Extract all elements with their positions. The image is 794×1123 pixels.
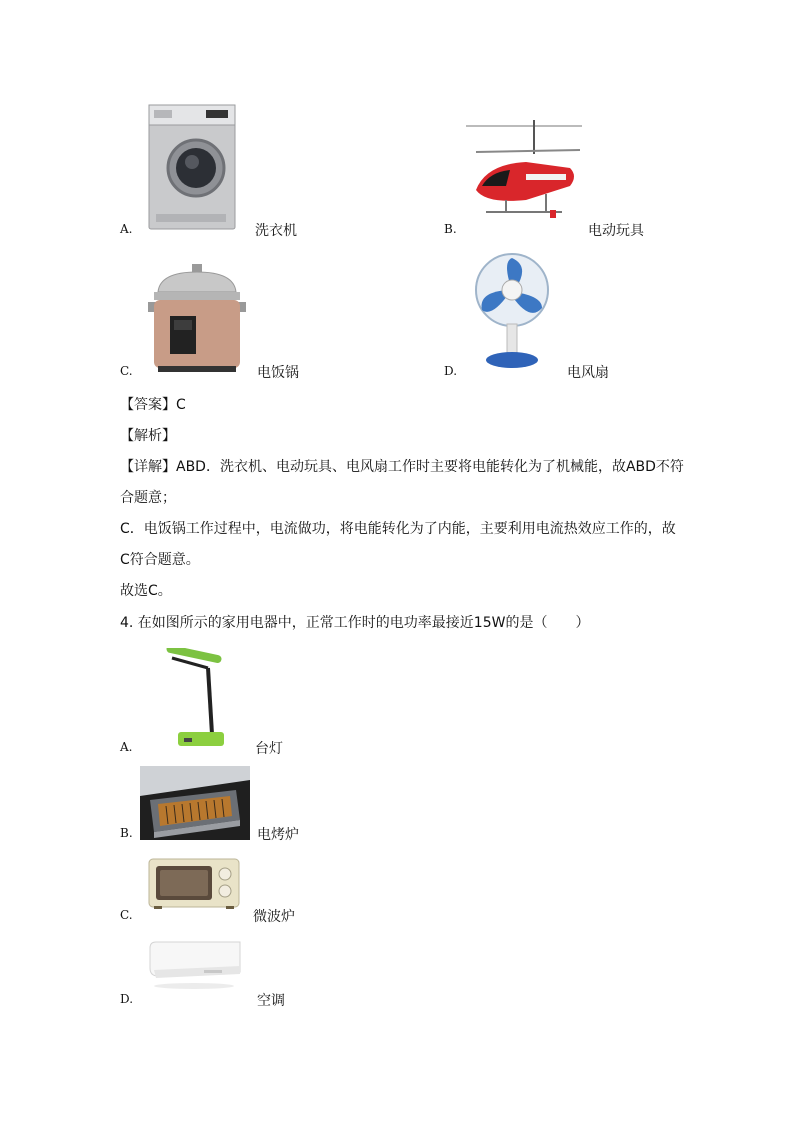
option-letter: A. [120, 222, 133, 236]
option-caption: 电风扇 [567, 365, 609, 381]
option-caption: 电饭锅 [257, 365, 299, 381]
option-letter: D. [120, 992, 134, 1006]
option-caption: 洗衣机 [255, 223, 297, 239]
rice-cooker-image [146, 262, 248, 374]
explanation-line: 【详解】ABD．洗衣机、电动玩具、电风扇工作时主要将电能转化为了机械能，故ABD不符 [120, 459, 684, 475]
option-letter: B. [120, 826, 133, 840]
option-caption: 微波炉 [253, 909, 295, 925]
toy-helicopter-image [466, 120, 582, 232]
explanation-line: 故选C。 [120, 583, 172, 599]
explanation-line: C符合题意。 [120, 552, 200, 568]
answer-line: 【答案】C [120, 397, 186, 413]
microwave-image [148, 858, 240, 910]
explanation-line: C．电饭锅工作过程中，电流做功，将电能转化为了内能，主要利用电流热效应工作的，故 [120, 521, 676, 537]
option-letter: C. [120, 364, 133, 378]
option-caption: 电动玩具 [588, 223, 644, 239]
option-caption: 台灯 [255, 741, 283, 757]
option-letter: C. [120, 908, 133, 922]
air-conditioner-image [148, 936, 244, 990]
option-letter: D. [444, 364, 458, 378]
option-caption: 空调 [257, 993, 285, 1009]
option-caption: 电烤炉 [257, 827, 299, 843]
question-stem: 4. 在如图所示的家用电器中，正常工作时的电功率最接近15W的是（ ） [120, 615, 590, 631]
option-letter: A. [120, 740, 133, 754]
analysis-heading: 【解析】 [120, 428, 176, 444]
option-letter: B. [444, 222, 457, 236]
desk-lamp-image [162, 648, 226, 750]
electric-fan-image [472, 252, 552, 374]
explanation-line: 合题意； [120, 490, 176, 506]
washing-machine-image [148, 104, 236, 230]
electric-grill-image [140, 766, 250, 840]
